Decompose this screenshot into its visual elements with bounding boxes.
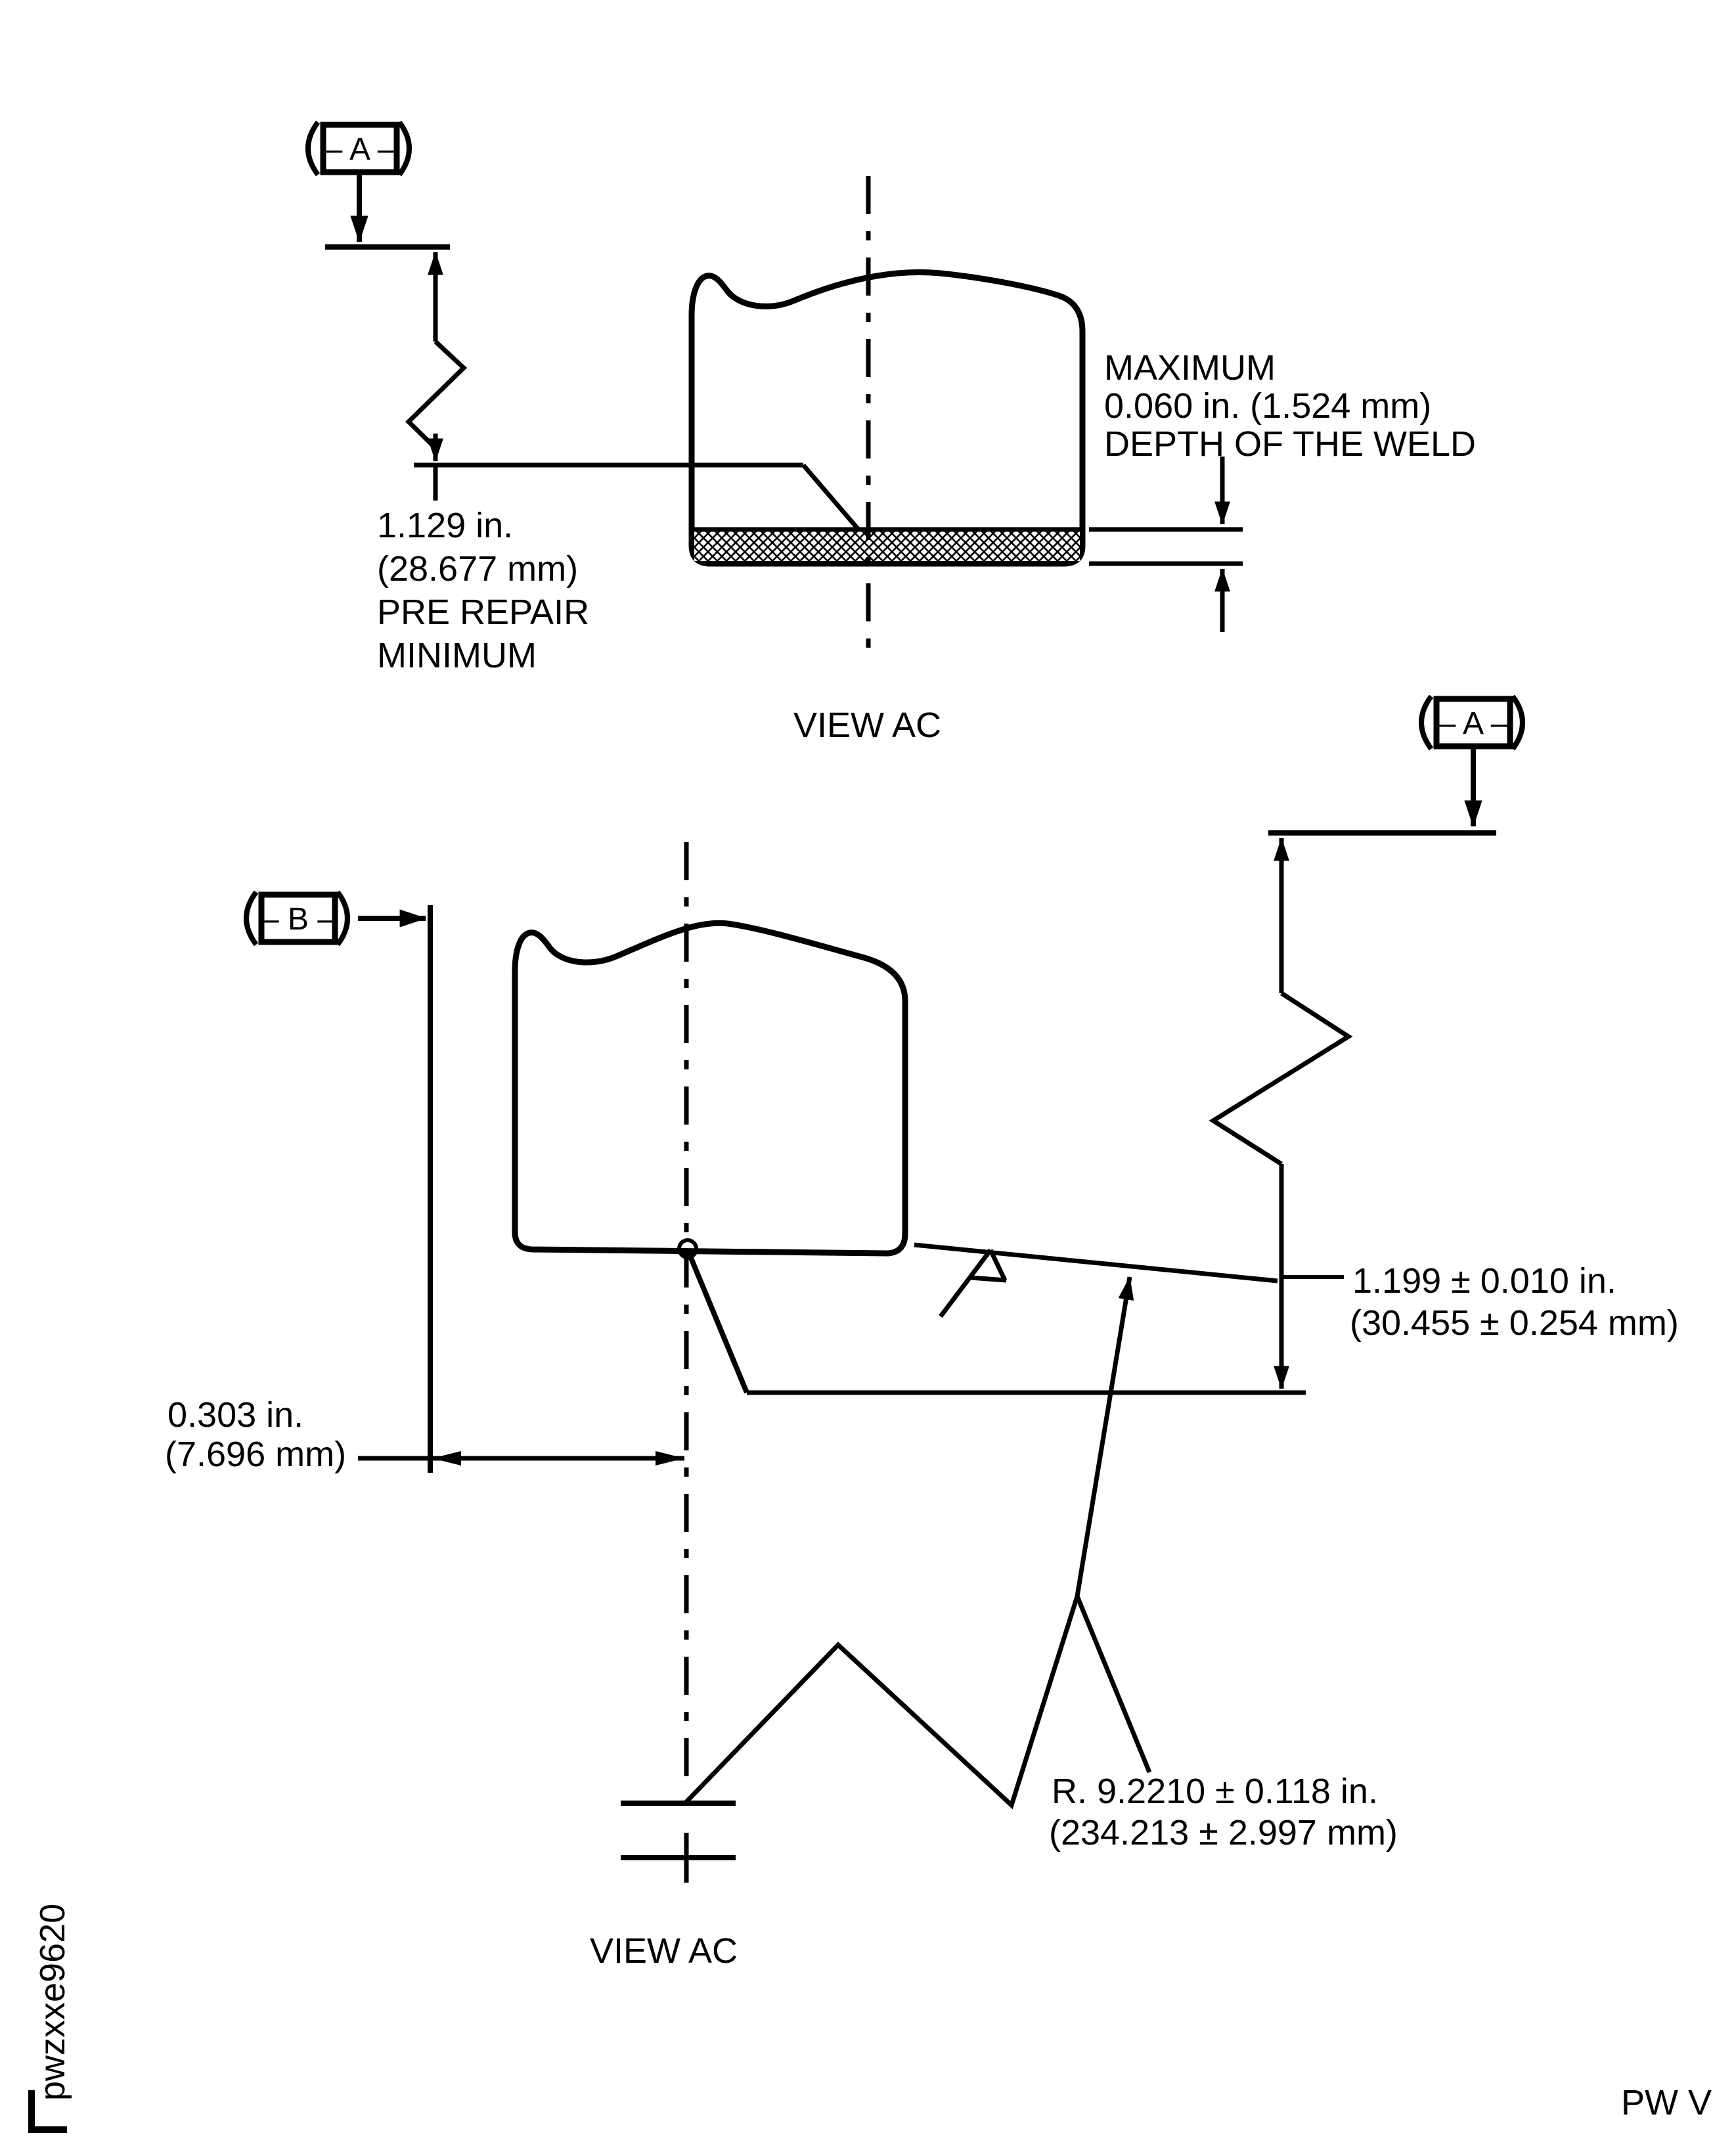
part-outline-bottom [515, 842, 1306, 1781]
weld-depth-dimension [1089, 348, 1476, 632]
left-paren-icon [246, 892, 256, 945]
left-paren-icon [1421, 696, 1431, 749]
view-title-bottom: VIEW AC [590, 1931, 738, 1971]
datum-a-label: – A – [1438, 706, 1509, 741]
radius-jog-polyline [685, 1596, 1077, 1805]
note-line3: DEPTH OF THE WELD [1104, 424, 1477, 464]
weld-repair-hatch [694, 531, 1080, 561]
surface-a-flag-icon [941, 1250, 1006, 1316]
sheet-annotations [32, 1904, 1712, 2130]
right-arrowhead-icon [656, 1451, 684, 1466]
repair-chamfer [688, 1250, 747, 1393]
part-outline-top [692, 176, 1082, 665]
dim-text-line3: PRE REPAIR [377, 593, 590, 632]
left-paren-icon [308, 122, 318, 175]
note-line1: MAXIMUM [1104, 348, 1276, 388]
break-zigzag [1213, 993, 1348, 1164]
dim-text-line1: 1.199 ± 0.010 in. [1352, 1261, 1616, 1301]
dim-text-line4: MINIMUM [377, 636, 537, 675]
datum-a-label: – A – [324, 132, 395, 167]
break-zigzag [409, 342, 464, 448]
offset-dimension [165, 1395, 684, 1474]
left-arrowhead-icon [432, 1451, 461, 1466]
weld-prep-chamfer [803, 465, 858, 529]
dim-text-line1: 1.129 in. [377, 506, 514, 545]
datum-b-label: – B – [261, 902, 336, 937]
dim-text-line2: (7.696 mm) [165, 1435, 347, 1474]
dim-text-line1: 0.303 in. [167, 1395, 304, 1435]
datum-b-symbol [246, 892, 430, 1473]
dim-text-line1: R. 9.2210 ± 0.118 in. [1052, 1772, 1378, 1811]
datum-a-symbol-bottom [1268, 696, 1523, 833]
view-ac-top [308, 122, 1476, 745]
note-line2: 0.060 in. (1.524 mm) [1104, 386, 1432, 426]
dim-text-line2: (30.455 ± 0.254 mm) [1350, 1303, 1679, 1343]
view-title-top: VIEW AC [793, 705, 942, 745]
right-paren-icon [338, 892, 347, 945]
pre-repair-dimension [377, 252, 858, 675]
page-code: PW V [1621, 2083, 1712, 2122]
part-profile [692, 272, 1082, 564]
right-paren-icon [399, 122, 409, 175]
view-ac-bottom [165, 696, 1679, 1971]
height-dimension [1213, 838, 1679, 1389]
right-paren-icon [1513, 696, 1523, 749]
dim-text-line2: (234.213 ± 2.997 mm) [1049, 1813, 1398, 1852]
doc-code-vertical: pwzxxe9620 [33, 1903, 72, 2101]
part-profile [515, 923, 905, 1253]
radius-arrow-line [1077, 1277, 1130, 1596]
dim-text-line2: (28.677 mm) [377, 549, 579, 589]
radius-text-leader [1077, 1596, 1149, 1772]
datum-a-symbol-top [308, 122, 450, 247]
